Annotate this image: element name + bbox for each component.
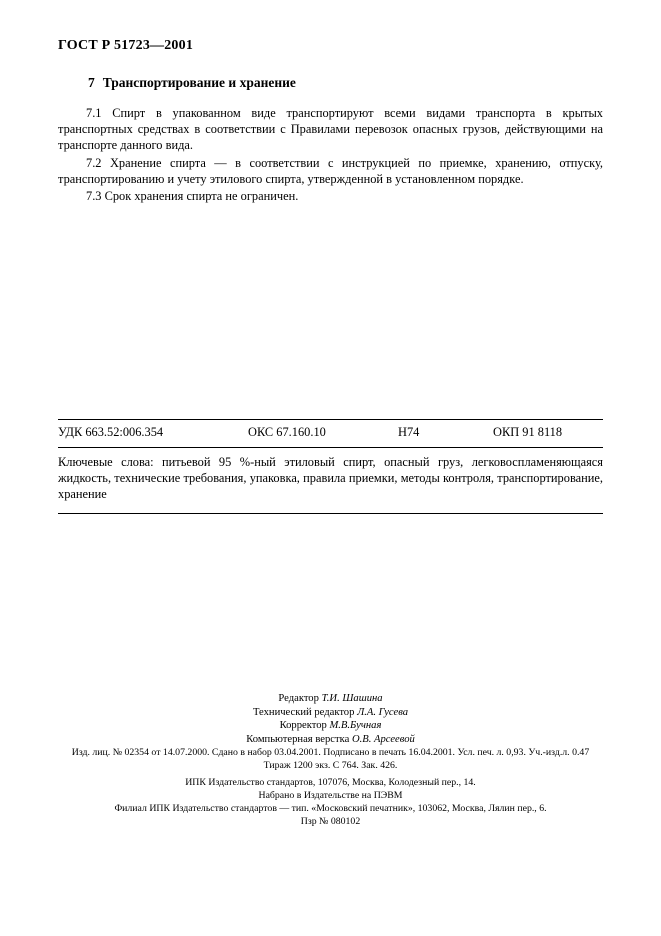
credit-line [0,692,661,706]
credit-line [0,706,661,720]
credit-role: Корректор [279,720,330,732]
publisher-line: Филиал ИПК Издательство стандартов — тип. «Московский печатник», 103062, Москва, Лялин пер., 6. [114,803,547,814]
okp-code: ОКП 91 8118 [493,425,563,439]
section-heading [88,75,296,91]
credit-name: М.В.Бучная [329,720,382,732]
publisher-line: Пзр № 080102 [300,816,361,827]
credit-role: Редактор [278,693,322,704]
publisher-line: ИПК Издательство стандартов, 107076, Москва, Колодезный пер., 14. [185,777,476,788]
credit-name: Л.А. Гусева [357,706,409,718]
paragraph-7-1: 7.1 Спирт в упакованном виде транспортируют всеми видами транспорта в крытых транспортных средствах в соответствии с Правилами перевозок опасных грузов, действующими на транспорте данного вида. [58,106,603,153]
credit-name: О.В. Арсеевой [351,733,415,745]
credit-line [0,719,661,733]
publisher-line: Набрано в Издательстве на ПЭВМ [258,790,403,801]
udk-code: УДК 663.52:006.354 [58,425,164,439]
credits-block [0,692,661,746]
paragraph-7-2: 7.2 Хранение спирта — в соответствии с инструкцией по приемке, хранению, отпуску, транспортированию и учету этилового спирта, утвержденной в установленном порядке. [58,155,603,186]
imprint-line: Тираж 1200 экз. С 764. Зак. 426. [263,760,398,771]
body-text [58,105,603,204]
imprint-block [0,746,661,772]
credit-role: Компьютерная верстка [246,733,352,745]
oks-code: ОКС 67.160.10 [248,425,326,439]
classification-codes-row [58,425,603,440]
section-title-text: Транспортирование и хранение [102,75,296,90]
standard-number-header: ГОСТ Р 51723—2001 [58,38,194,53]
divider-top [58,419,603,420]
credit-role: Технический редактор [252,706,358,718]
keywords-block: Ключевые слова: питьевой 95 %-ный этиловый спирт, опасный груз, легковоспламеняющаяся жидкость, технические требования, упаковка, правила приемки, методы контроля, транспортирование, хранение [58,455,603,502]
publisher-block [0,776,661,828]
class-code: Н74 [398,425,420,439]
credit-line [0,733,661,747]
section-number: 7 [88,75,95,90]
paragraph-7-3: 7.3 Срок хранения спирта не ограничен. [86,189,299,204]
divider-middle [58,447,603,448]
divider-bottom [58,513,603,514]
credit-name: Т.И. Шашина [321,693,383,704]
imprint-line: Изд. лиц. № 02354 от 14.07.2000. Сдано в набор 03.04.2001. Подписано в печать 16.04.2001. Усл. печ. л. 0,93. Уч.-изд.л. 0.47 [71,747,590,758]
